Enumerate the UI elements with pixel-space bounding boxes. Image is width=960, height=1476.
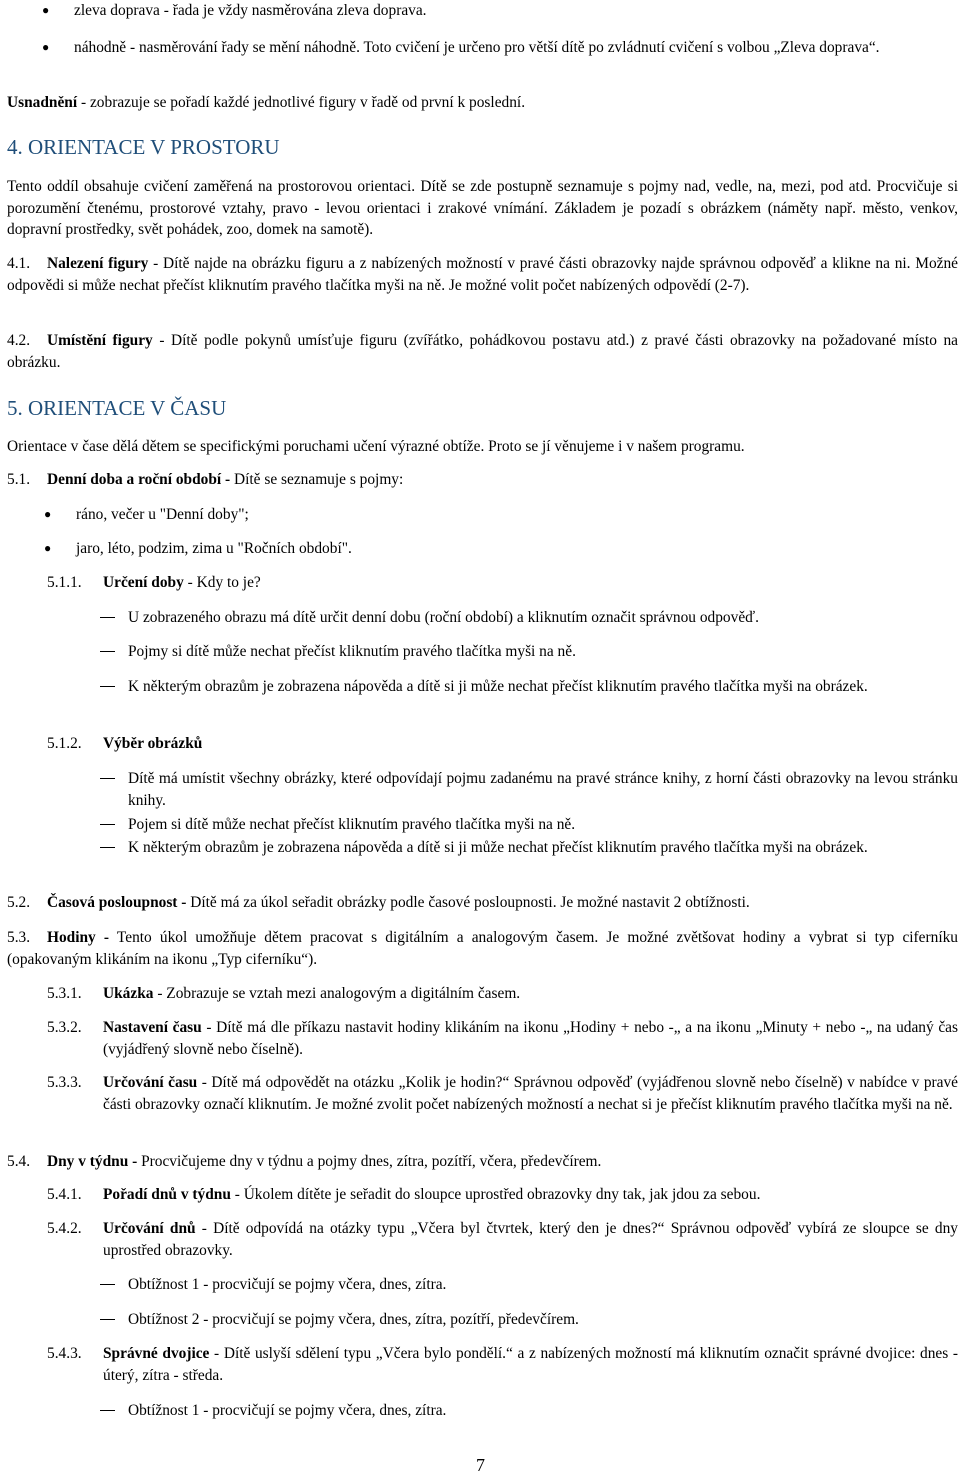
dash-marker (100, 617, 115, 618)
dash-marker (100, 1410, 115, 1411)
paragraph-5-3-3: Určování času - Dítě má odpovědět na otázku „Kolik je hodin?“ Správnou odpověď (vyjádřenou slovně nebo číselně) v nabídce v pravé části obrazovky označí kliknutím. Je možné zvolit počet nabízených možností a nechat si je přečíst kliknutím pravého tlačítka myši na ně. (103, 1074, 958, 1113)
paragraph-4-2: Umístění figury - Dítě podle pokynů umísťuje figuru (zvířátko, pohádkovou postavu atd.) z pravé části obrazovky na požadované místo na obrázku. (7, 332, 958, 371)
dash-marker (100, 686, 115, 687)
list-item: K některým obrazům je zobrazena nápověda a dítě si ji může nechat přečíst kliknutím pravého tlačítka myši na obrázek. (128, 678, 868, 695)
paragraph-5-3-2: Nastavení času - Dítě má dle příkazu nastavit hodiny klikáním na ikonu „Hodiny + nebo -„ a na ikonu „Minuty + nebo -„ na udaný čas (vyjádřený slovně nebo číselně). (103, 1019, 959, 1058)
list-item: Obtížnost 1 - procvičují se pojmy včera, dnes, zítra. (128, 1402, 447, 1419)
section-heading-5: 5. ORIENTACE V ČASU (7, 396, 227, 420)
item-number: 4.2. (7, 332, 31, 349)
list-item: Obtížnost 1 - procvičují se pojmy včera, dnes, zítra. (128, 1276, 447, 1293)
dash-marker (100, 847, 115, 848)
list-item: zleva doprava - řada je vždy nasměrována zleva doprava. (74, 2, 427, 19)
list-item: Obtížnost 2 - procvičují se pojmy včera, dnes, zítra, pozítří, předevčírem. (128, 1311, 579, 1328)
list-item: Pojem si dítě může nechat přečíst kliknutím pravého tlačítka myši na ně. (128, 816, 576, 833)
dash-marker (100, 1319, 115, 1320)
item-number: 5.1. (7, 471, 31, 488)
item-number: 5.3.1. (47, 985, 82, 1002)
dash-marker (100, 824, 115, 825)
paragraph-5-1: Denní doba a roční období - Dítě se seznamuje s pojmy: (47, 471, 404, 488)
item-number: 5.3.3. (47, 1074, 82, 1091)
paragraph-usnadneni: Usnadnění - zobrazuje se pořadí každé jednotlivé figury v řadě od první k poslední. (7, 94, 526, 111)
item-number: 5.4.1. (47, 1186, 82, 1203)
paragraph-5-4-2: Určování dnů - Dítě odpovídá na otázky typu „Včera byl čtvrtek, který den je dnes?“ Správnou odpověď vybírá ze sloupce se dny uprostřed obrazovky. (103, 1220, 958, 1259)
item-number: 5.1.1. (47, 574, 82, 591)
list-item: jaro, léto, podzim, zima u "Ročních období". (76, 540, 352, 557)
item-number: 5.1.2. (47, 735, 82, 752)
bullet-icon: ● (42, 3, 50, 17)
item-number: 5.4.3. (47, 1345, 82, 1362)
paragraph-5-4: Dny v týdnu - Procvičujeme dny v týdnu a pojmy dnes, zítra, pozítří, včera, předevčírem. (47, 1153, 602, 1170)
paragraph-5-4-3: Správné dvojice - Dítě uslyší sdělení typu „Včera bylo pondělí.“ a z nabízených možností má kliknutím označit správné dvojice: dnes - úterý, zítra - středa. (103, 1345, 959, 1384)
section-heading-4: 4. ORIENTACE V PROSTORU (7, 135, 280, 159)
section-4-intro: Tento oddíl obsahuje cvičení zaměřená na prostorovou orientaci. Dítě se zde postupně seznamuje s pojmy nad, vedle, na, mezi, pod atd. Procvičuje si porozumění čtenému, prostorové vztahy, pravo - levou orientaci i zrakové vnímání. Základem je pozadí s obrázkem (náměty např. město, venkov, dopravní prostředky, svět pohádek, zoo, domek na samotě). (7, 178, 958, 238)
dash-marker (100, 778, 115, 779)
paragraph-5-2: Časová posloupnost - Dítě má za úkol seřadit obrázky podle časové posloupnosti. Je možné nastavit 2 obtížnosti. (47, 894, 750, 911)
bullet-icon: ● (44, 507, 52, 521)
dash-marker (100, 1284, 115, 1285)
item-number: 4.1. (7, 255, 31, 272)
bullet-icon: ● (44, 541, 52, 555)
item-number: 5.3.2. (47, 1019, 82, 1036)
paragraph-5-4-1: Pořadí dnů v týdnu - Úkolem dítěte je seřadit do sloupce uprostřed obrazovky dny tak, jak jdou za sebou. (103, 1186, 761, 1203)
item-number: 5.3. (7, 929, 31, 946)
list-item: Pojmy si dítě může nechat přečíst kliknutím pravého tlačítka myši na ně. (128, 643, 576, 660)
paragraph-5-1-2: Výběr obrázků (103, 735, 203, 752)
dash-marker (100, 651, 115, 652)
paragraph-5-1-1: Určení doby - Kdy to je? (103, 574, 261, 591)
paragraph-4-1: Nalezení figury - Dítě najde na obrázku figuru a z nabízených možností v pravé části obrazovky najde správnou odpověď a klikne na ni. Možné odpovědi si může nechat přečíst kliknutím pravého tlačítka myši na ně. Je možné volit počet nabízených odpovědí (2-7). (7, 255, 958, 294)
list-item: ráno, večer u "Denní doby"; (76, 506, 249, 523)
paragraph-5-3-1: Ukázka - Zobrazuje se vztah mezi analogovým a digitálním časem. (103, 985, 521, 1002)
item-number: 5.2. (7, 894, 31, 911)
bullet-icon: ● (42, 40, 50, 54)
list-item: náhodně - nasměrování řady se mění náhodně. Toto cvičení je určeno pro větší dítě po zvládnutí cvičení s volbou „Zleva doprava“. (74, 39, 880, 56)
item-number: 5.4.2. (47, 1220, 82, 1237)
paragraph-5-3: Hodiny - Tento úkol umožňuje dětem pracovat s digitálním a analogovým časem. Je možné zvětšovat hodiny a vybrat si typ ciferníku (opakovaným klikáním na ikonu „Typ ciferníku“). (7, 929, 958, 968)
item-number: 5.4. (7, 1153, 31, 1170)
page-number: 7 (476, 1455, 485, 1475)
list-item: K některým obrazům je zobrazena nápověda a dítě si ji může nechat přečíst kliknutím pravého tlačítka myši na obrázek. (128, 839, 868, 856)
list-item: U zobrazeného obrazu má dítě určit denní dobu (roční období) a kliknutím označit správnou odpověď. (128, 609, 759, 626)
section-5-intro: Orientace v čase dělá dětem se specifickými poruchami učení výrazné obtíže. Proto se jí věnujeme i v našem programu. (7, 438, 745, 455)
list-item: Dítě má umístit všechny obrázky, které odpovídají pojmu zadanému na pravé stránce knihy, z horní části obrazovky na levou stránku knihy. (128, 770, 958, 809)
